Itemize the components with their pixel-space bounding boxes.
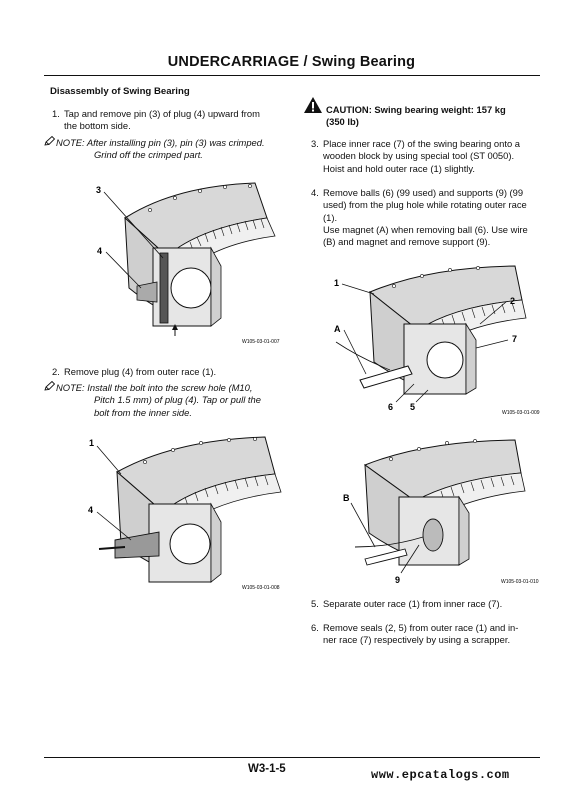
note-text: Pitch 1.5 mm) of plug (4). Tap or pull the [94,394,261,406]
figure-plug-pin [95,178,295,353]
step-text: Use magnet (A) when removing ball (6). Use wire [323,223,528,235]
step-text: ner race (7) respectively by using a scrapper. [323,634,511,646]
step-6 [311,622,543,647]
step-text: wooden block by using special tool (ST 0050). [323,150,515,162]
step-number: 3. [311,138,319,149]
note-label: NOTE: [56,137,85,148]
callout-7: 7 [512,334,518,344]
header-rule [44,75,540,76]
step-text: Place inner race (7) of the swing bearing onto a [323,138,520,149]
step-text: Tap and remove pin (3) of plug (4) upward from [64,108,260,119]
note-2 [44,381,294,419]
callout-A: A [334,324,341,334]
step-5 [311,598,543,610]
step-1 [52,108,292,133]
note-text: Grind off the crimped part. [94,149,203,161]
step-number: 5. [311,598,319,609]
figure-caption: W105-03-01-007 [242,339,280,345]
step-text: the bottom side. [64,120,131,132]
step-number: 4. [311,187,319,198]
figure-ball-removal [330,262,545,422]
footer-rule [44,757,540,758]
note-text: bolt from the inner side. [94,406,192,418]
step-number: 2. [52,366,60,377]
callout-2: 2 [510,296,516,306]
step-text: (1). [323,211,338,223]
pencil-icon [44,136,56,149]
step-text: Remove seals (2, 5) from outer race (1) and in- [323,622,519,633]
callout-3: 3 [96,185,102,195]
step-text: (B) and magnet and remove support (9). [323,236,491,248]
step-number: 1. [52,108,60,119]
callout-9: 9 [395,575,401,585]
callout-4: 4 [97,246,103,256]
step-4 [311,187,543,248]
step-text: Remove balls (6) (99 used) and supports (9) (99 [323,187,524,198]
callout-6: 6 [388,402,394,412]
page-title: UNDERCARRIAGE / Swing Bearing [167,54,416,70]
step-text: used) from the plug hole while rotating outer race [323,199,527,211]
step-2 [52,366,292,378]
page-number: W3-1-5 [248,763,286,775]
callout-4: 4 [88,505,94,515]
note-text: Install the bolt into the screw hole (M10, [87,382,253,393]
step-number: 6. [311,622,319,633]
figure-plug-removal [85,432,295,597]
caution-box [326,104,540,129]
section-title: Disassembly of Swing Bearing [50,86,190,97]
step-3 [311,138,543,175]
caution-text: CAUTION: Swing bearing weight: 157 kg [326,104,506,115]
note-1 [44,136,294,162]
note-text: After installing pin (3), pin (3) was crimped. [86,137,265,148]
figure-support-removal [335,437,545,587]
callout-B: B [343,493,350,503]
site-watermark: www.epcatalogs.com [371,768,510,782]
caution-text: (350 lb) [326,116,359,128]
step-text: Remove plug (4) from outer race (1). [64,366,217,377]
warning-icon [303,96,323,119]
callout-1: 1 [334,278,340,288]
step-text: Hoist and hold outer race (1) slightly. [323,162,475,174]
figure-caption: W105-03-01-010 [501,579,539,585]
callout-1: 1 [89,438,95,448]
callout-5: 5 [410,402,416,412]
figure-caption: W105-03-01-008 [242,585,280,591]
note-label: NOTE: [56,382,85,393]
figure-caption: W105-03-01-009 [502,410,540,416]
pencil-icon [44,381,56,394]
step-text: Separate outer race (1) from inner race (7). [323,598,503,609]
